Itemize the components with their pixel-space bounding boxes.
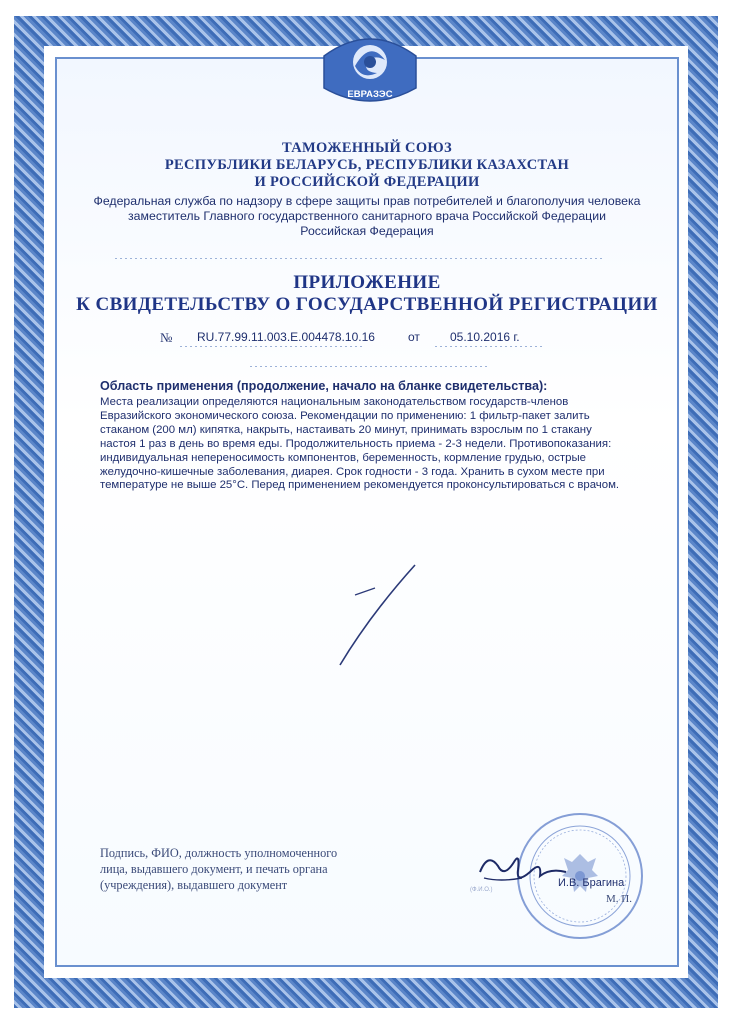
logo-text: ЕВРАЗЭС — [347, 89, 393, 100]
from-label: от — [408, 330, 420, 344]
header-line-2: РЕСПУБЛИКИ БЕЛАРУСЬ, РЕСПУБЛИКИ КАЗАХСТАН — [164, 157, 570, 173]
registration-number: RU.77.99.11.003.E.004478.10.16 — [197, 330, 375, 344]
caption-line: Подпись, ФИО, должность уполномоченного — [100, 846, 338, 860]
scope-line: Евразийского экономического союза. Рекомендации по применению: 1 фильтр-пакет залить — [100, 409, 590, 422]
header-line-1: ТАМОЖЕННЫЙ СОЮЗ — [282, 140, 452, 156]
authority-line-1: Федеральная служба по надзору в сфере защиты прав потребителей и благополучия человека — [93, 194, 641, 208]
divider-dotted — [115, 258, 605, 259]
registration-date: 05.10.2016 г. — [450, 330, 520, 344]
number-underline — [180, 346, 365, 347]
scope-line: температуре не выше 25°C. Перед применением рекомендуется проконсультироваться с врачом. — [100, 479, 620, 492]
number-sign: № — [160, 330, 173, 345]
scope-line: индивидуальная непереносимость компонентов, беременность, кормление грудью, острые — [100, 451, 586, 464]
scope-line: Места реализации определяются национальным законодательством государств-членов — [100, 396, 569, 408]
signature-caption — [100, 845, 337, 893]
stamp-label: М. П. — [606, 893, 632, 905]
pen-stroke — [330, 560, 430, 670]
authority-line-3: Российская Федерация — [300, 224, 434, 238]
scope-line: настоя 1 раз в день во время еды. Продолжительность приема - 2-3 недели. Противопоказания: — [100, 437, 612, 450]
scope-heading: Область применения (продолжение, начало на бланке свидетельства): — [100, 379, 548, 393]
signer-name: И.В. Брагина — [558, 877, 625, 889]
fio-hint: (Ф.И.О.) — [470, 887, 493, 893]
caption-line: лица, выдавшего документ, и печать органа — [100, 862, 328, 876]
hint-line — [250, 366, 490, 367]
date-underline — [435, 346, 545, 347]
authority-line-2: заместитель Главного государственного санитарного врача Российской Федерации — [128, 209, 606, 223]
header-line-3: И РОССИЙСКОЙ ФЕДЕРАЦИИ — [254, 174, 480, 190]
title-line-1: ПРИЛОЖЕНИЕ — [293, 272, 441, 293]
scope-line: желудочно-кишечные заболевания, диарея. Срок годности - 3 года. Хранить в сухом месте при — [100, 465, 605, 478]
caption-line: (учреждения), выдавшего документ — [100, 878, 288, 892]
title-line-2: К СВИДЕТЕЛЬСТВУ О ГОСУДАРСТВЕННОЙ РЕГИСТРАЦИИ — [76, 294, 658, 315]
eurasec-emblem-icon — [322, 26, 418, 110]
scope-text — [100, 396, 645, 493]
scope-line: стаканом (200 мл) кипятка, накрыть, настаивать 20 минут, принимать взрослым по 1 стакану — [100, 423, 592, 436]
